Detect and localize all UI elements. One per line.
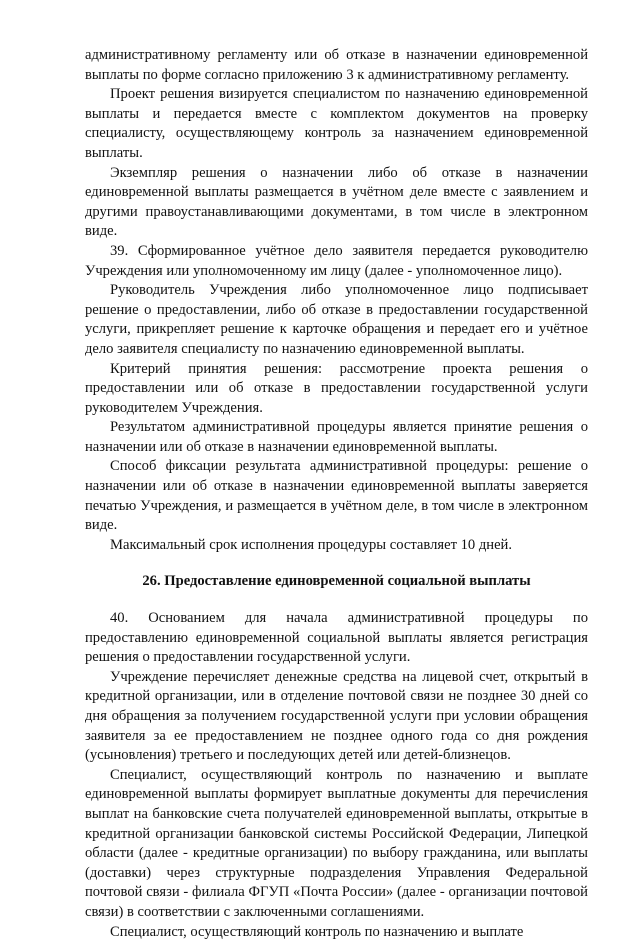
paragraph: Максимальный срок исполнения процедуры составляет 10 дней. (110, 536, 513, 553)
paragraph: 39. Сформированное учётное дело заявителя передается руководителю Учреждения или уполномоченному им лицу (далее - уполномоченное лицо). (85, 242, 588, 279)
paragraph: Руководитель Учреждения либо уполномоченное лицо подписывает решение о предоставлении, либо об отказе в предоставлении государственной услуги, прикрепляет решение к карточке обращения и передает его и учётное дело заявителя специалисту по назначению единовременной выплаты. (85, 282, 588, 357)
paragraph: Результатом административной процедуры является принятие решения о назначении или об отказе в назначении единовременной выплаты. (85, 419, 588, 455)
paragraph: 40. Основанием для начала административной процедуры по предоставлению единовременной социальной выплаты является регистрация решения о предоставлении государственной услуги. (85, 610, 588, 666)
paragraph: Критерий принятия решения: рассмотрение проекта решения о предоставлении или об отказе в предоставлении государственной услуги руководителем Учреждения. (85, 360, 588, 416)
paragraph: Способ фиксации результата административной процедуры: решение о назначении или об отказе в назначении единовременной выплаты заверяется печатью Учреждения, и размещается в учётном деле, в том числе в электронном виде. (85, 458, 588, 534)
section-heading: 26. Предоставление единовременной социальной выплаты (142, 573, 531, 590)
paragraph: Специалист, осуществляющий контроль по назначению и выплате (110, 923, 524, 940)
paragraph: Экземпляр решения о назначении либо об отказе в назначении единовременной выплаты размещается в учётном деле вместе с заявлением и другими правоустанавливающими документами, в том числе в электронном виде. (85, 164, 588, 240)
document-body (85, 46, 588, 942)
paragraph: Проект решения визируется специалистом по назначению единовременной выплаты и передается вместе с комплектом документов на проверку специалисту, осуществляющему контроль за назначением единовременной выплаты. (85, 86, 588, 161)
paragraph: Специалист, осуществляющий контроль по назначению и выплате единовременной выплаты формирует выплатные документы для перечисления выплат на банковские счета получателей единовременной выплаты, открытые в кредитной организации банковской системы Российской Федерации, Липецкой области (далее - кредитные организации) по выбору гражданина, или выплаты (доставки) через структурные подразделения Управления Федеральной почтовой связи - филиала ФГУП «Почта России» (далее - организации почтовой связи) в соответствии с заключенными соглашениями. (85, 766, 588, 920)
paragraph: административному регламенту или об отказе в назначении единовременной выплаты по форме согласно приложению 3 к административному регламенту. (85, 47, 588, 83)
paragraph: Учреждение перечисляет денежные средства на лицевой счет, открытый в кредитной организации, или в отделение почтовой связи не позднее 30 дней со дня обращения за получением государственной услуги при условии обращения заявителя за ее предоставлением не позднее одного года со дня рождения (усыновления) третьего и последующих детей или детей-близнецов. (85, 668, 588, 764)
